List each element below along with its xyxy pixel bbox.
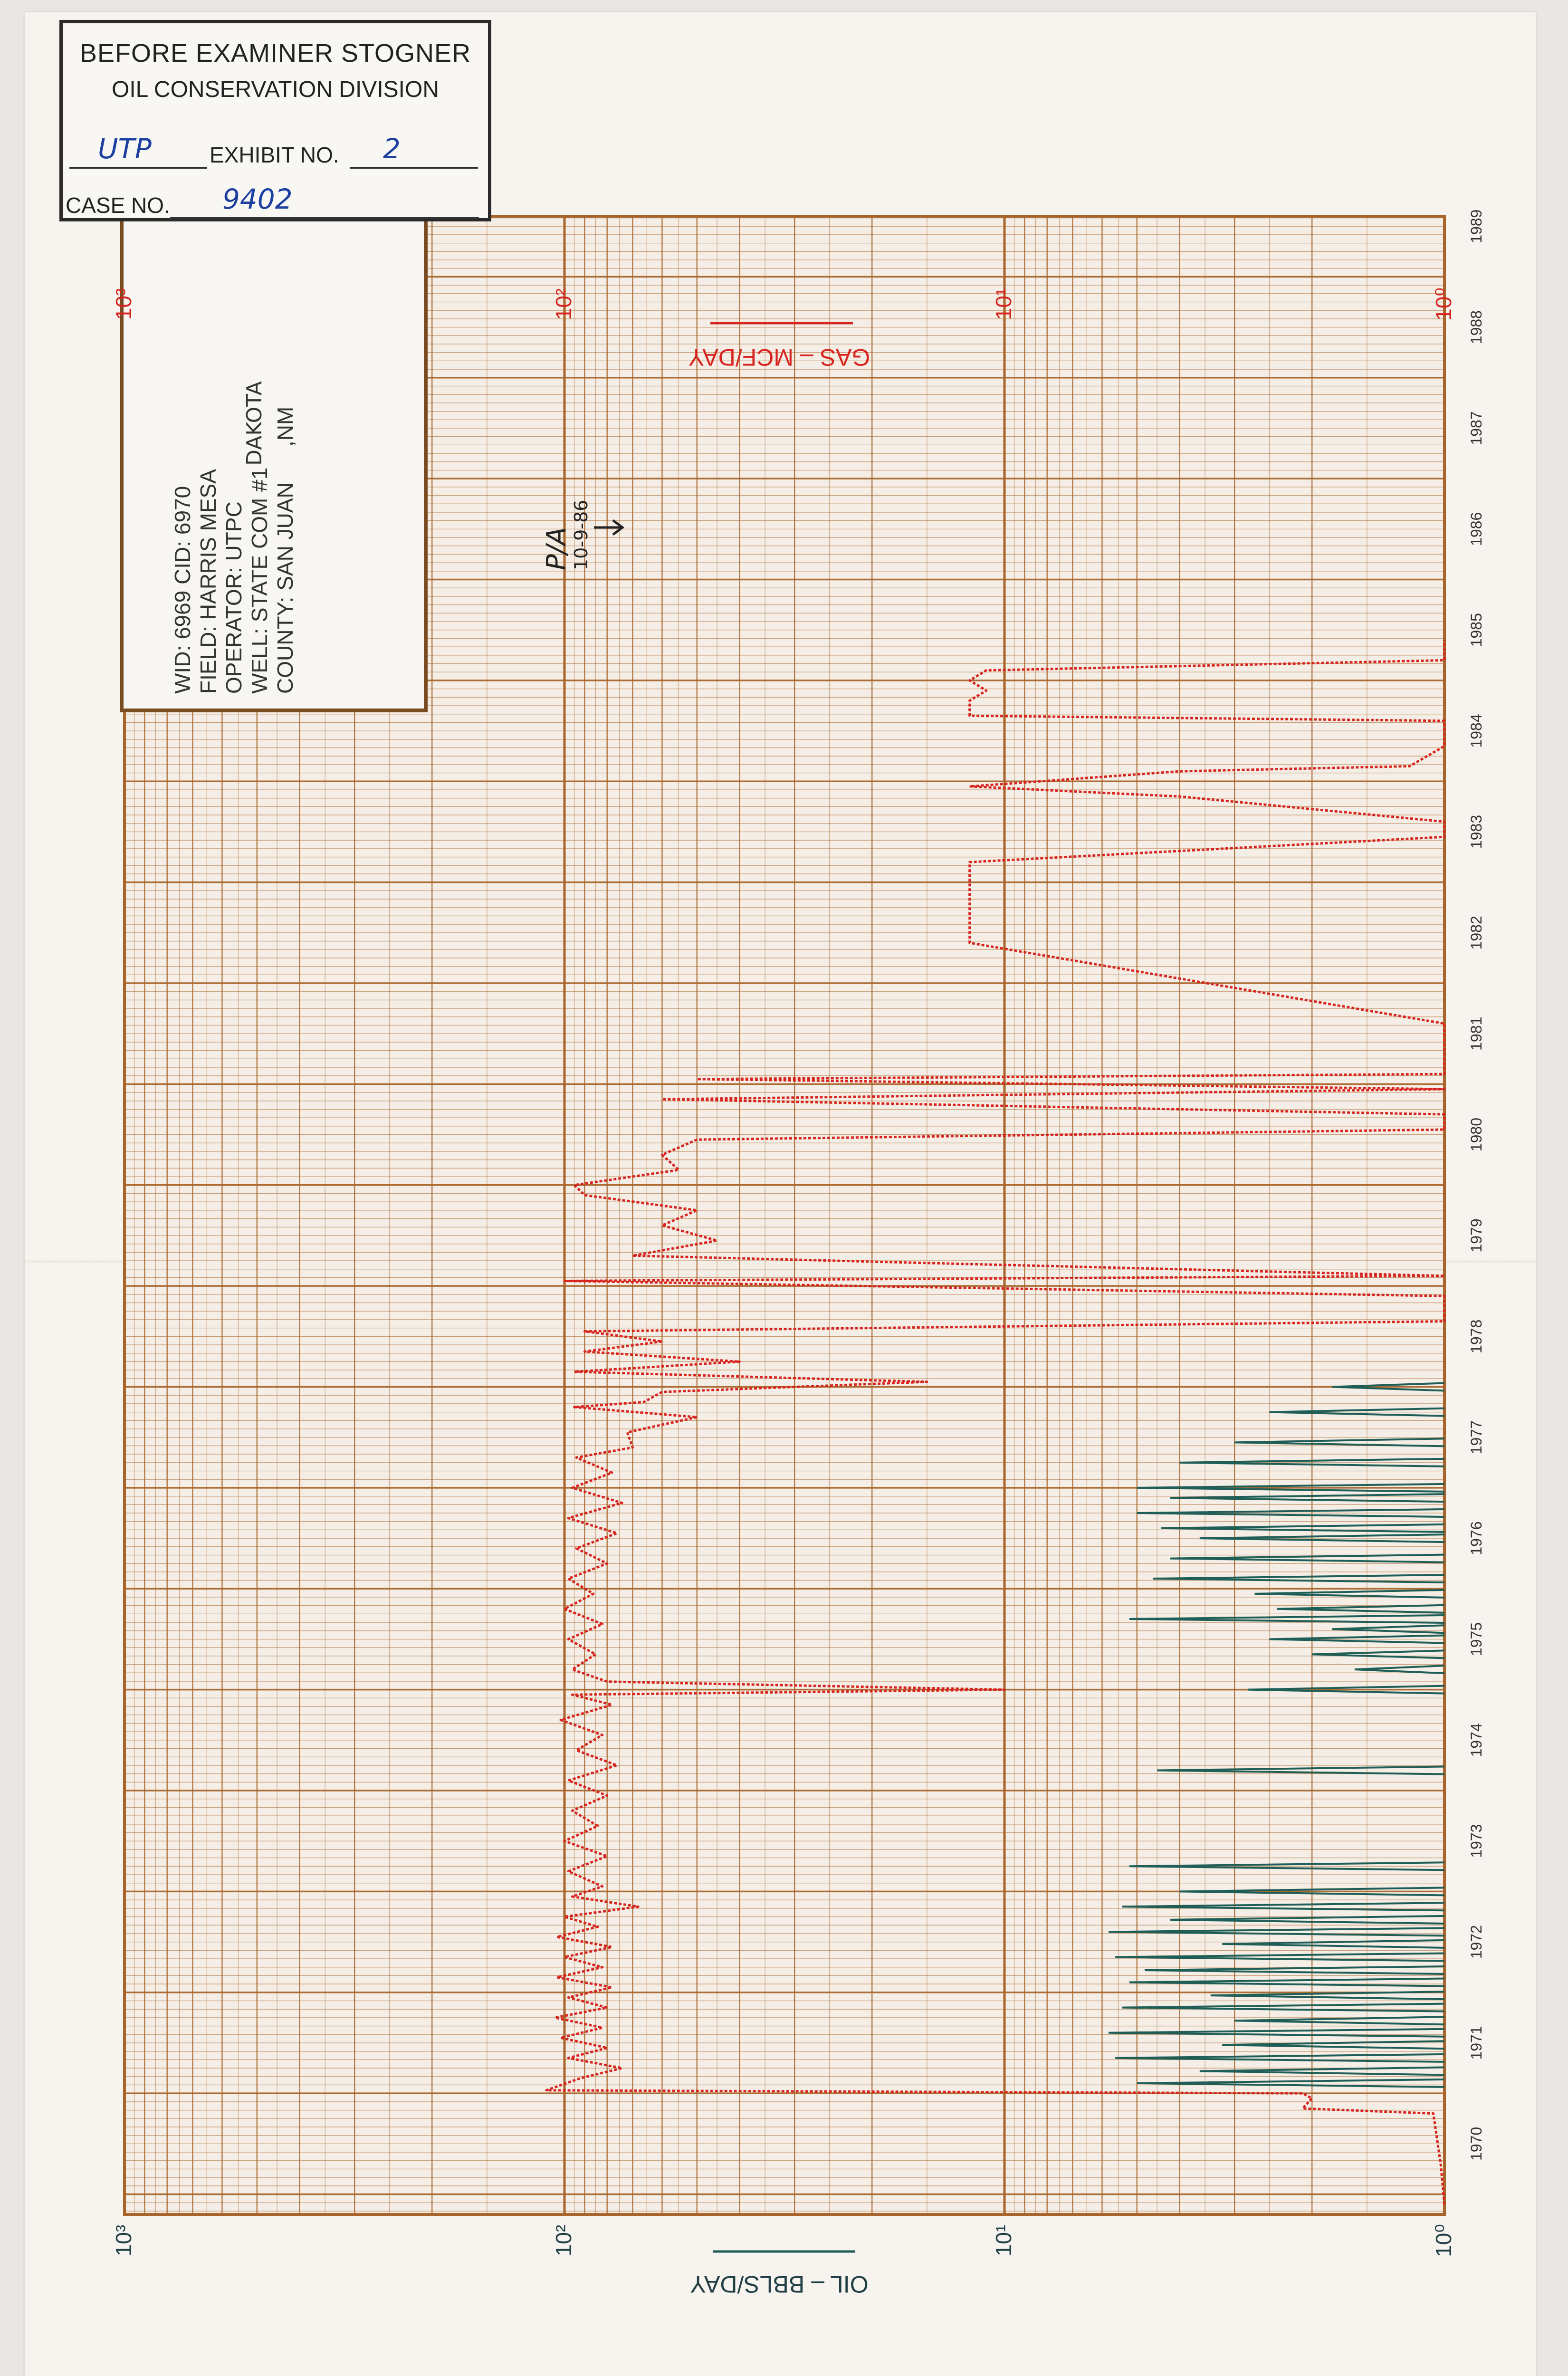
year-tick-label: 1984 <box>1468 714 1485 748</box>
pa-date: 10-9-86 <box>571 499 592 570</box>
exhibit-label: EXHIBIT NO. <box>210 143 339 167</box>
well-info-box <box>122 216 426 710</box>
gas-tick-label: 10³ <box>111 288 136 320</box>
year-tick-label: 1983 <box>1468 814 1485 849</box>
oil-axis-title: OIL – BBLS/DAY <box>690 2271 869 2298</box>
year-tick-label: 1972 <box>1468 1925 1485 1959</box>
gas-tick-label: 10¹ <box>991 288 1016 320</box>
well-info-line5: COUNTY: SAN JUAN <box>273 482 297 694</box>
year-tick-label: 1988 <box>1468 310 1485 345</box>
oil-tick-label: 10⁰ <box>1431 2224 1456 2257</box>
well-info-line2: FIELD: HARRIS MESA <box>196 469 220 694</box>
applicant-value: UTP <box>98 133 152 165</box>
year-tick-label: 1974 <box>1468 1723 1485 1757</box>
examiner-stamp <box>59 20 491 221</box>
exhibit-value: 2 <box>383 133 401 165</box>
well-info-line1: WID: 6969 CID: 6970 <box>170 486 195 694</box>
year-tick-label: 1978 <box>1468 1319 1485 1353</box>
stamp-title: BEFORE EXAMINER STOGNER <box>79 39 471 67</box>
well-info-formation: DAKOTA <box>242 381 267 466</box>
year-tick-label: 1979 <box>1468 1218 1485 1253</box>
year-tick-label: 1986 <box>1468 512 1485 546</box>
year-tick-label: 1981 <box>1468 1016 1485 1051</box>
year-tick-label: 1980 <box>1468 1118 1485 1152</box>
year-tick-label: 1975 <box>1468 1622 1485 1657</box>
case-label: CASE NO. <box>66 193 170 218</box>
oil-tick-label: 10³ <box>111 2224 136 2257</box>
gas-tick-label: 10² <box>551 288 576 320</box>
well-info-line4: WELL: STATE COM #1 <box>247 467 272 694</box>
exhibit-line <box>350 167 478 169</box>
year-tick-label: 1977 <box>1468 1420 1485 1455</box>
year-tick-label: 1971 <box>1468 2026 1485 2060</box>
year-tick-label: 1970 <box>1468 2127 1485 2161</box>
year-tick-label: 1985 <box>1468 613 1485 647</box>
year-tick-labels <box>1468 210 1485 2161</box>
stamp-division: OIL CONSERVATION DIVISION <box>111 77 439 102</box>
case-value: 9402 <box>222 183 293 215</box>
year-tick-label: 1976 <box>1468 1521 1485 1555</box>
gas-tick-label: 10⁰ <box>1431 287 1456 321</box>
oil-tick-label: 10² <box>551 2224 576 2257</box>
gas-axis-title: GAS – MCF/DAY <box>688 344 870 371</box>
case-line <box>170 217 479 219</box>
year-tick-label: 1973 <box>1468 1824 1485 1858</box>
well-info-state: ,NM <box>273 406 297 447</box>
oil-tick-label: 10¹ <box>991 2224 1016 2257</box>
stamp-case-row <box>66 184 481 222</box>
year-tick-label: 1989 <box>1468 209 1485 243</box>
stamp-exhibit-row <box>69 134 481 172</box>
well-info-line3: OPERATOR: UTPC <box>221 501 246 694</box>
applicant-line <box>69 167 207 169</box>
year-tick-label: 1982 <box>1468 916 1485 950</box>
pa-label: P/A <box>541 527 572 570</box>
year-tick-label: 1987 <box>1468 411 1485 445</box>
